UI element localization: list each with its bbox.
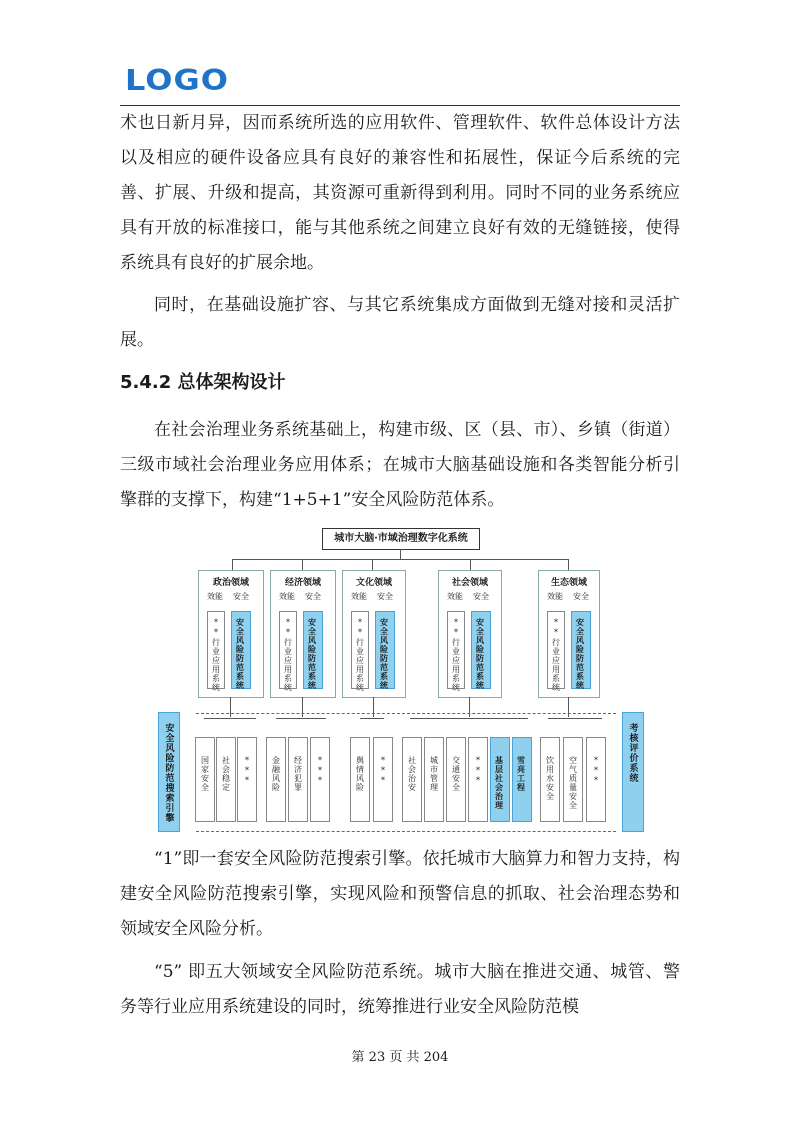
- cell-ellipsis: [586, 737, 606, 822]
- connector: [232, 559, 568, 560]
- industry-app-text: **行业应用系统: [283, 618, 293, 692]
- risk-system-text: 安全风险防范系统: [379, 618, 390, 690]
- connector: [302, 559, 303, 570]
- industry-app-text: **行业应用系统: [551, 618, 561, 692]
- risk-system-text: 安全风险防范系统: [575, 618, 586, 690]
- paragraph-2: 同时，在基础设施扩容、与其它系统集成方面做到无缝对接和灵活扩展。: [120, 295, 680, 350]
- industry-app-box: [279, 611, 297, 692]
- cell-text: 饮用水安全: [545, 756, 555, 801]
- domain-name: 生态领域: [550, 578, 587, 588]
- domain-name: 经济领域: [284, 578, 321, 588]
- cell-ellipsis: [373, 737, 393, 822]
- cell-text: ***: [315, 756, 325, 786]
- industry-app-text: **行业应用系统: [211, 618, 221, 692]
- cell-national-security: [195, 737, 215, 822]
- cell-traffic-safety: [446, 737, 466, 822]
- cell-public-opinion-risk: [350, 737, 370, 822]
- risk-system-text: 安全风险防范系统: [307, 618, 318, 690]
- domain-economy: [270, 570, 336, 698]
- risk-system-box: [471, 611, 491, 689]
- risk-system-box: [571, 611, 591, 689]
- paragraph-5: “5” 即五大领域安全风险防范系统。城市大脑在推进交通、城管、警务等行业应用系统建设的同时，统筹推进行业安全风险防范模: [120, 962, 680, 1017]
- cell-text: 社会稳定: [221, 756, 231, 792]
- connector: [302, 697, 303, 717]
- cell-text: ***: [378, 756, 388, 786]
- connector: [372, 559, 373, 570]
- cell-text: 舆情风险: [355, 756, 365, 792]
- cell-grassroots-governance: [490, 737, 510, 822]
- risk-system-box: [303, 611, 323, 689]
- cell-text: ***: [473, 756, 483, 786]
- domain-ecology: [538, 570, 600, 698]
- security-label: 安全: [473, 592, 489, 601]
- evaluation-system-box: [622, 712, 644, 832]
- cell-financial-risk: [266, 737, 286, 822]
- connector: [232, 559, 233, 570]
- dashed-divider-bottom: [196, 831, 616, 832]
- cell-city-management: [424, 737, 444, 822]
- connector: [204, 718, 256, 719]
- efficiency-label: 效能: [279, 592, 295, 601]
- cell-text: 金融风险: [271, 756, 281, 792]
- connector: [568, 697, 569, 717]
- domain-culture: [342, 570, 406, 698]
- industry-app-box: [351, 611, 369, 692]
- risk-system-text: 安全风险防范系统: [475, 618, 486, 690]
- cell-text: 国家安全: [200, 756, 210, 792]
- paragraph-1: 术也日新月异，因而系统所选的应用软件、管理软件、软件总体设计方法以及相应的硬件设备应具有良好的兼容性和拓展性，保证今后系统的完善、扩展、升级和提高，其资源可重新得到利用。同时不同的业务系统应具有开放的标准接口，能与其他系统之间建立良好有效的无缝链接，使得系统具有良好的扩展余地。: [120, 113, 680, 273]
- efficiency-label: 效能: [547, 592, 563, 601]
- cell-drinking-water-safety: [540, 737, 560, 822]
- connector: [548, 718, 602, 719]
- cell-text: ***: [242, 756, 252, 786]
- cell-ellipsis: [310, 737, 330, 822]
- efficiency-label: 效能: [447, 592, 463, 601]
- risk-system-box: [231, 611, 251, 689]
- security-label: 安全: [305, 592, 321, 601]
- domain-name: 文化领域: [355, 578, 392, 588]
- cell-public-security: [402, 737, 422, 822]
- domain-name: 政治领域: [212, 578, 249, 588]
- cell-text: 交通安全: [451, 756, 461, 792]
- connector: [276, 718, 326, 719]
- industry-app-box: [547, 611, 565, 692]
- cell-economic-crime: [288, 737, 308, 822]
- security-label: 安全: [233, 592, 249, 601]
- security-label: 安全: [377, 592, 393, 601]
- risk-system-box: [375, 611, 395, 689]
- cell-social-stability: [216, 737, 236, 822]
- search-engine-text: 安全风险防范搜索引擎: [163, 723, 174, 823]
- connector: [568, 559, 569, 570]
- connector: [230, 697, 231, 717]
- section-heading: 5.4.2 总体架构设计: [120, 372, 286, 393]
- page-footer: 第 23 页 共 204: [351, 1050, 449, 1065]
- domain-society: [438, 570, 502, 698]
- cell-text: 城市管理: [429, 756, 439, 792]
- cell-ellipsis: [237, 737, 257, 822]
- cell-text: 空气质量安全: [568, 756, 578, 810]
- domain-politics: [198, 570, 264, 698]
- connector: [360, 718, 384, 719]
- efficiency-label: 效能: [207, 592, 223, 601]
- connector: [400, 549, 401, 559]
- industry-app-box: [447, 611, 465, 692]
- diagram-title: 城市大脑·市域治理数字化系统: [322, 528, 480, 550]
- cell-air-quality-safety: [563, 737, 583, 822]
- connector: [469, 697, 470, 717]
- paragraph-4: “1”即一套安全风险防范搜索引擎。依托城市大脑算力和智力支持，构建安全风险防范搜索引擎，实现风险和预警信息的抓取、社会治理态势和领域安全风险分析。: [120, 849, 680, 939]
- cell-text: 社会治安: [407, 756, 417, 792]
- cell-text: ***: [591, 756, 601, 786]
- cell-ellipsis: [468, 737, 488, 822]
- connector: [410, 718, 528, 719]
- evaluation-system-text: 考核评价系统: [627, 723, 638, 783]
- industry-app-box: [207, 611, 225, 692]
- dashed-divider-top: [196, 713, 616, 714]
- industry-app-text: **行业应用系统: [451, 618, 461, 692]
- logo: LOGO: [125, 62, 229, 98]
- security-label: 安全: [573, 592, 589, 601]
- search-engine-box: [158, 712, 180, 832]
- efficiency-label: 效能: [351, 592, 367, 601]
- connector: [373, 697, 374, 717]
- cell-text: 雪亮工程: [516, 756, 527, 792]
- connector: [470, 559, 471, 570]
- domain-name: 社会领域: [451, 578, 488, 588]
- industry-app-text: **行业应用系统: [355, 618, 365, 692]
- cell-sharp-eyes-project: [512, 737, 532, 822]
- cell-text: 经济犯罪: [293, 756, 303, 792]
- risk-system-text: 安全风险防范系统: [235, 618, 246, 690]
- cell-text: 基层社会治理: [494, 756, 505, 810]
- paragraph-3: 在社会治理业务系统基础上，构建市级、区（县、市）、乡镇（街道）三级市域社会治理业务应用体系；在城市大脑基础设施和各类智能分析引擎群的支撑下，构建“1+5+1”安全风险防范体系。: [120, 420, 680, 510]
